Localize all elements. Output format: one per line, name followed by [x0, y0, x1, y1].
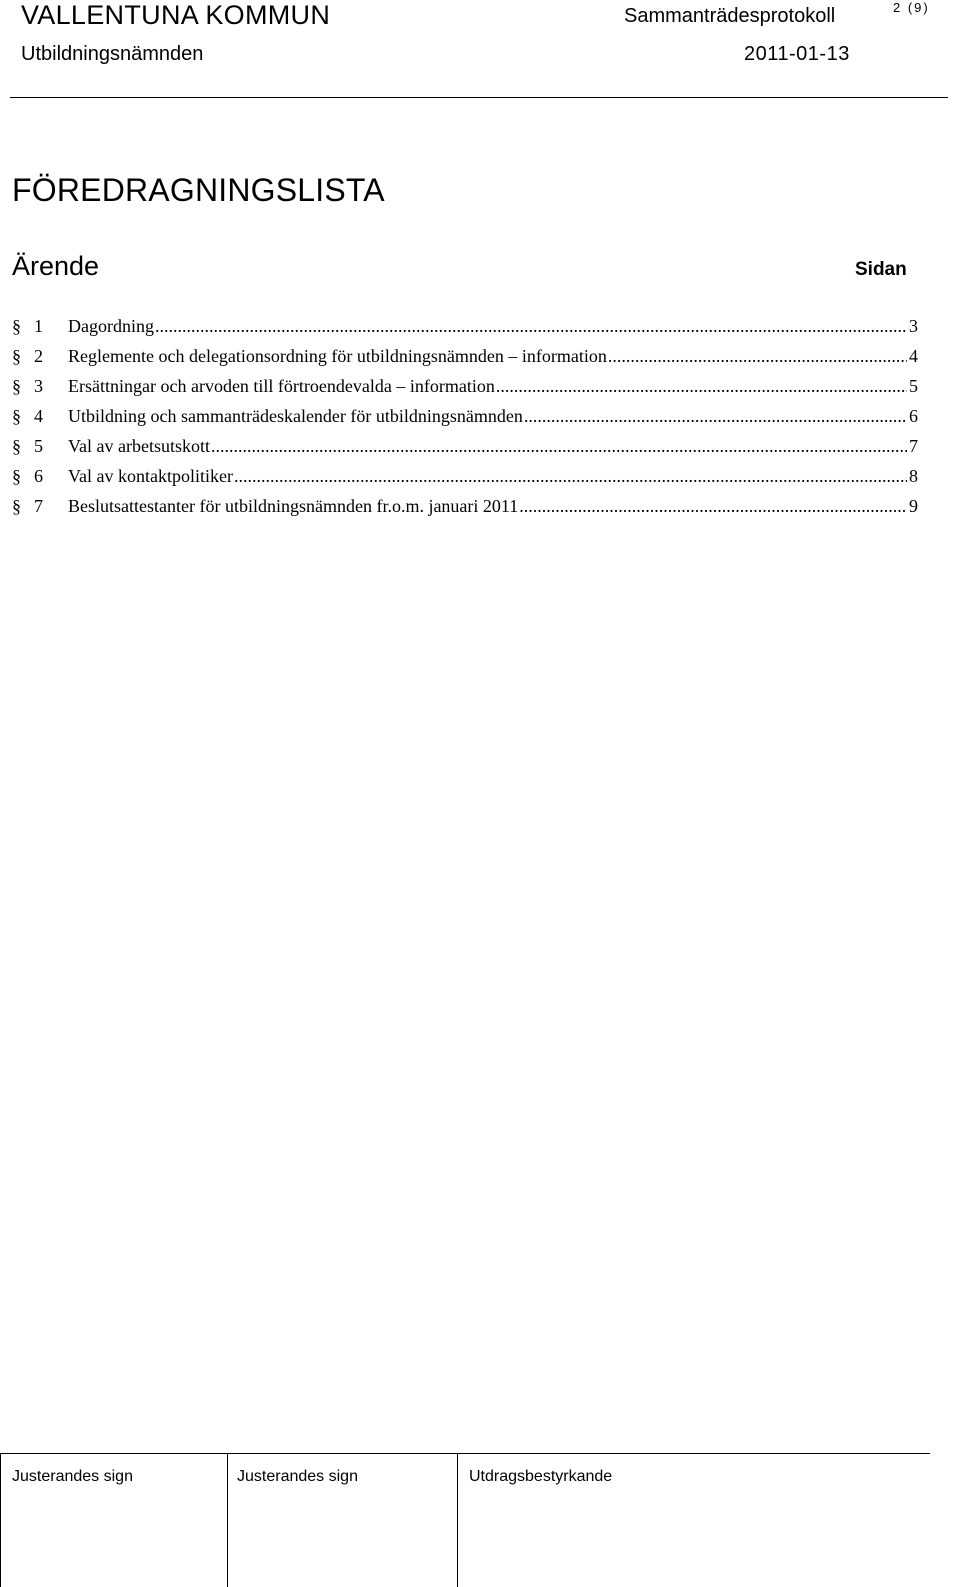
dot-leader — [519, 491, 907, 521]
dot-leader — [496, 371, 907, 401]
agenda-item-text: Ersättningar och arvoden till förtroendevalda – information — [68, 376, 495, 396]
agenda-item-page: 4 — [909, 346, 918, 366]
agenda-item[interactable] — [12, 461, 918, 491]
section-symbol: § — [12, 496, 21, 516]
agenda-item-number: 3 — [34, 376, 43, 396]
agenda-item[interactable] — [12, 371, 918, 401]
signature-footer — [0, 1453, 930, 1587]
section-symbol: § — [12, 436, 21, 456]
header-divider — [10, 97, 948, 98]
agenda-item-number: 5 — [34, 436, 43, 456]
agenda-item-number: 1 — [34, 316, 43, 336]
section-symbol: § — [12, 466, 21, 486]
column-heading-item: Ärende — [12, 251, 100, 281]
dot-leader — [608, 341, 907, 371]
agenda-item[interactable] — [12, 401, 918, 431]
page-indicator: 2 (9) — [893, 0, 930, 15]
department-name: Utbildningsnämnden — [21, 43, 204, 65]
agenda-list — [12, 311, 918, 521]
agenda-item-page: 6 — [909, 406, 918, 426]
agenda-item-text: Beslutsattestanter för utbildningsnämnden fr.o.m. januari 2011 — [68, 496, 519, 516]
agenda-item[interactable] — [12, 341, 918, 371]
signature-label: Justerandes sign — [237, 1468, 358, 1485]
agenda-item-number: 4 — [34, 406, 43, 426]
agenda-item-text: Val av arbetsutskott — [68, 436, 210, 456]
agenda-item[interactable] — [12, 431, 918, 461]
agenda-item-page: 3 — [909, 316, 918, 336]
agenda-item[interactable] — [12, 491, 918, 521]
agenda-item-page: 8 — [909, 466, 918, 486]
agenda-item-text: Reglemente och delegationsordning för utbildningsnämnden – information — [68, 346, 607, 366]
section-symbol: § — [12, 346, 21, 366]
signature-label: Justerandes sign — [12, 1468, 133, 1485]
section-symbol: § — [12, 406, 21, 426]
organization-name: VALLENTUNA KOMMUN — [21, 0, 331, 30]
extract-certification-box[interactable] — [457, 1454, 931, 1587]
agenda-item-text: Utbildning och sammanträdeskalender för utbildningsnämnden — [68, 406, 523, 426]
extract-certification-label: Utdragsbestyrkande — [469, 1468, 613, 1485]
section-symbol: § — [12, 316, 21, 336]
agenda-item-page: 9 — [909, 496, 918, 516]
column-heading-page: Sidan — [855, 259, 907, 280]
dot-leader — [234, 461, 907, 491]
agenda-item-number: 7 — [34, 496, 43, 516]
dot-leader — [155, 311, 907, 341]
agenda-item-page: 5 — [909, 376, 918, 396]
agenda-item[interactable] — [12, 311, 918, 341]
agenda-item-text: Dagordning — [68, 316, 154, 336]
meeting-date: 2011-01-13 — [744, 43, 850, 65]
dot-leader — [211, 431, 907, 461]
agenda-item-text: Val av kontaktpolitiker — [68, 466, 233, 486]
section-symbol: § — [12, 376, 21, 396]
dot-leader — [524, 401, 907, 431]
signature-box-1[interactable] — [0, 1454, 228, 1587]
signature-box-2[interactable] — [227, 1454, 458, 1587]
document-type: Sammanträdesprotokoll — [624, 5, 836, 27]
agenda-item-number: 2 — [34, 346, 43, 366]
page-title: FÖREDRAGNINGSLISTA — [12, 172, 385, 208]
agenda-item-number: 6 — [34, 466, 43, 486]
agenda-item-page: 7 — [909, 436, 918, 456]
